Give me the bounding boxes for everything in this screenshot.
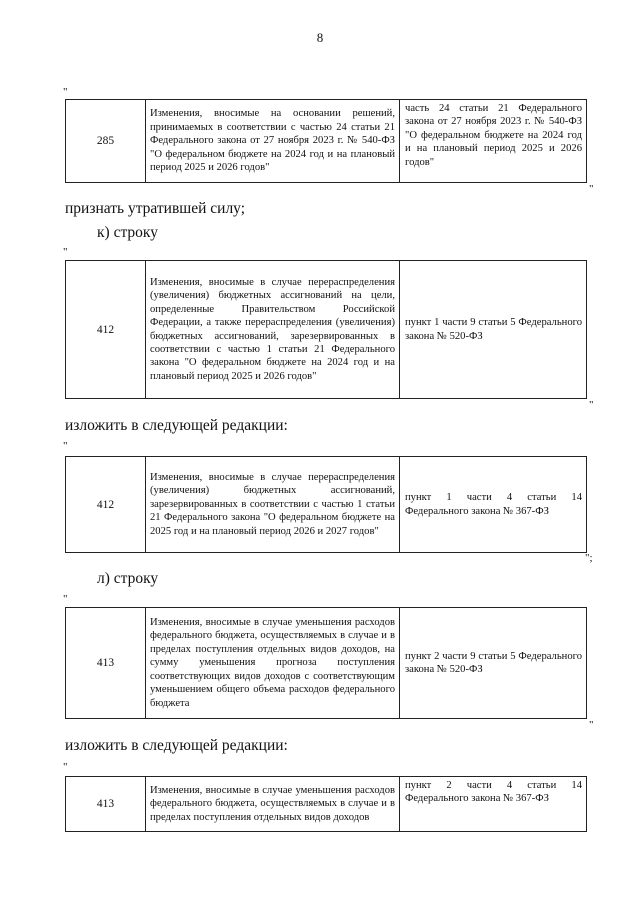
- row-reference: пункт 2 части 9 статьи 5 Федерального закона № 520-ФЗ: [400, 608, 587, 719]
- row-description: Изменения, вносимые в случае перераспределения (увеличения) бюджетных ассигнований, зарезервированных в соответствии с частью 1 статьи 21 Федерального закона "О федеральном бюджете на 2025 год и на плановый период 2026 и 2027 годов": [146, 457, 400, 553]
- open-quote: ": [63, 440, 68, 452]
- paragraph-new-edition: изложить в следующей редакции:: [65, 737, 288, 754]
- open-quote: ": [63, 86, 68, 98]
- row-number: 412: [66, 261, 146, 399]
- page-number: 8: [316, 30, 324, 45]
- row-description: Изменения, вносимые в случае перераспределения (увеличения) бюджетных ассигнований на цели, определенные Правительством Российской Федерации, а также перераспределения (увеличения) бюджетных ассигнований, зарезервированных в соответствии с частью 1 статьи 21 Федерального закона "О федеральном бюджете на 2024 год и на плановый период 2025 и 2026 годов": [146, 261, 400, 399]
- paragraph-item-l: л) строку: [97, 570, 159, 587]
- row-description: Изменения, вносимые в случае уменьшения расходов федерального бюджета, осуществляемых в случае и в пределах поступления отдельных видов доходов, на сумму уменьшения прогноза поступления соответствующих видов доходов с соответствующим уменьшением общего объема расходов федерального бюджета: [146, 608, 400, 719]
- row-number: 413: [66, 608, 146, 719]
- table-row: [66, 100, 587, 183]
- table-row: [66, 261, 587, 399]
- amendment-table: [65, 99, 587, 183]
- table-row: [66, 608, 587, 719]
- amendment-table: [65, 607, 587, 719]
- amendment-table: [65, 776, 587, 832]
- close-quote: ": [589, 183, 594, 195]
- amendment-table: [65, 456, 587, 553]
- close-quote: ": [589, 399, 594, 411]
- row-description: Изменения, вносимые в случае уменьшения расходов федерального бюджета, осуществляемых в случае и в пределах поступления отдельных видов доходов: [146, 777, 400, 832]
- amendment-table: [65, 260, 587, 399]
- table-row: [66, 457, 587, 553]
- open-quote: ": [63, 593, 68, 605]
- open-quote: ": [63, 761, 68, 773]
- row-reference: пункт 1 части 9 статьи 5 Федерального закона № 520-ФЗ: [400, 261, 587, 399]
- row-number: 412: [66, 457, 146, 553]
- paragraph-new-edition: изложить в следующей редакции:: [65, 417, 288, 434]
- row-number: 285: [66, 100, 146, 183]
- close-quote: ": [589, 719, 594, 731]
- paragraph-repeal: признать утратившей силу;: [65, 200, 246, 217]
- open-quote: ": [63, 246, 68, 258]
- close-quote-semicolon: ";: [585, 552, 593, 564]
- row-reference: часть 24 статьи 21 Федерального закона от 27 ноября 2023 г. № 540-ФЗ "О федеральном бюджете на 2024 год и на плановый период 2025 и 2026 годов": [400, 100, 587, 183]
- row-reference: пункт 2 части 4 статьи 14 Федерального закона № 367-ФЗ: [400, 777, 587, 832]
- row-number: 413: [66, 777, 146, 832]
- paragraph-item-k: к) строку: [97, 224, 158, 241]
- row-reference: пункт 1 части 4 статьи 14 Федерального закона № 367-ФЗ: [400, 457, 587, 553]
- row-description: Изменения, вносимые на основании решений, принимаемых в соответствии с частью 24 статьи 21 Федерального закона от 27 ноября 2023 г. № 540-ФЗ "О федеральном бюджете на 2024 год и на плановый период 2025 и 2026 годов": [146, 100, 400, 183]
- table-row: [66, 777, 587, 832]
